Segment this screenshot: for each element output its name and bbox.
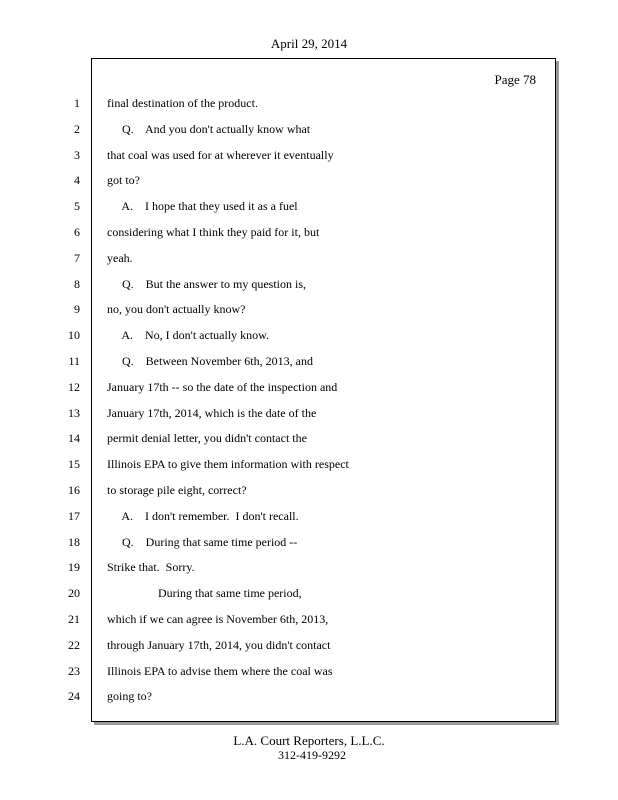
line-text: Illinois EPA to advise them where the coal was <box>107 664 333 678</box>
line-number: 6 <box>74 225 80 239</box>
line-number: 5 <box>74 199 80 213</box>
line-number: 22 <box>68 638 80 652</box>
line-number: 8 <box>74 277 80 291</box>
line-number: 1 <box>74 96 80 110</box>
line-text: final destination of the product. <box>107 96 258 110</box>
line-text: which if we can agree is November 6th, 2013, <box>107 612 329 626</box>
line-text: that coal was used for at wherever it eventually <box>107 148 334 162</box>
line-text: through January 17th, 2014, you didn't contact <box>107 638 331 652</box>
line-number: 7 <box>74 251 80 265</box>
line-text: Q. Between November 6th, 2013, and <box>107 354 313 368</box>
line-number: 20 <box>68 586 80 600</box>
header-date: April 29, 2014 <box>270 36 348 51</box>
line-text: Q. But the answer to my question is, <box>107 277 306 291</box>
line-text: A. No, I don't actually know. <box>107 328 270 342</box>
line-number: 10 <box>68 328 80 342</box>
line-text: Strike that. Sorry. <box>107 560 195 574</box>
line-text: A. I don't remember. I don't recall. <box>107 509 299 523</box>
line-number: 4 <box>74 173 80 187</box>
line-number: 13 <box>68 406 80 420</box>
line-number: 21 <box>68 612 80 626</box>
line-text: January 17th -- so the date of the inspection and <box>107 380 338 394</box>
line-text: got to? <box>107 173 140 187</box>
line-number: 23 <box>68 664 80 678</box>
line-text: permit denial letter, you didn't contact the <box>107 431 307 445</box>
line-number: 14 <box>68 431 80 445</box>
line-text: January 17th, 2014, which is the date of the <box>107 406 317 420</box>
footer-phone: 312-419-9292 <box>278 748 346 762</box>
line-text: yeah. <box>107 251 133 265</box>
line-number: 2 <box>74 122 80 136</box>
line-text: A. I hope that they used it as a fuel <box>107 199 298 213</box>
line-number: 19 <box>68 560 80 574</box>
line-number: 15 <box>68 457 80 471</box>
line-text: no, you don't actually know? <box>107 302 246 316</box>
line-number: 24 <box>68 689 80 703</box>
line-number: 16 <box>68 483 80 497</box>
footer-company: L.A. Court Reporters, L.L.C. <box>233 733 385 748</box>
line-number: 12 <box>68 380 80 394</box>
line-number: 9 <box>74 302 80 316</box>
line-text: to storage pile eight, correct? <box>107 483 247 497</box>
line-text: Q. And you don't actually know what <box>107 122 311 136</box>
line-number: 3 <box>74 148 80 162</box>
line-text: During that same time period, <box>107 586 302 600</box>
line-text: Illinois EPA to give them information with respect <box>107 457 349 471</box>
page-number-label: Page 78 <box>494 72 536 87</box>
line-number: 18 <box>68 535 80 549</box>
line-number: 11 <box>68 354 80 368</box>
line-text: Q. During that same time period -- <box>107 535 298 549</box>
line-text: going to? <box>107 689 152 703</box>
line-number: 17 <box>68 509 80 523</box>
line-text: considering what I think they paid for it, but <box>107 225 320 239</box>
